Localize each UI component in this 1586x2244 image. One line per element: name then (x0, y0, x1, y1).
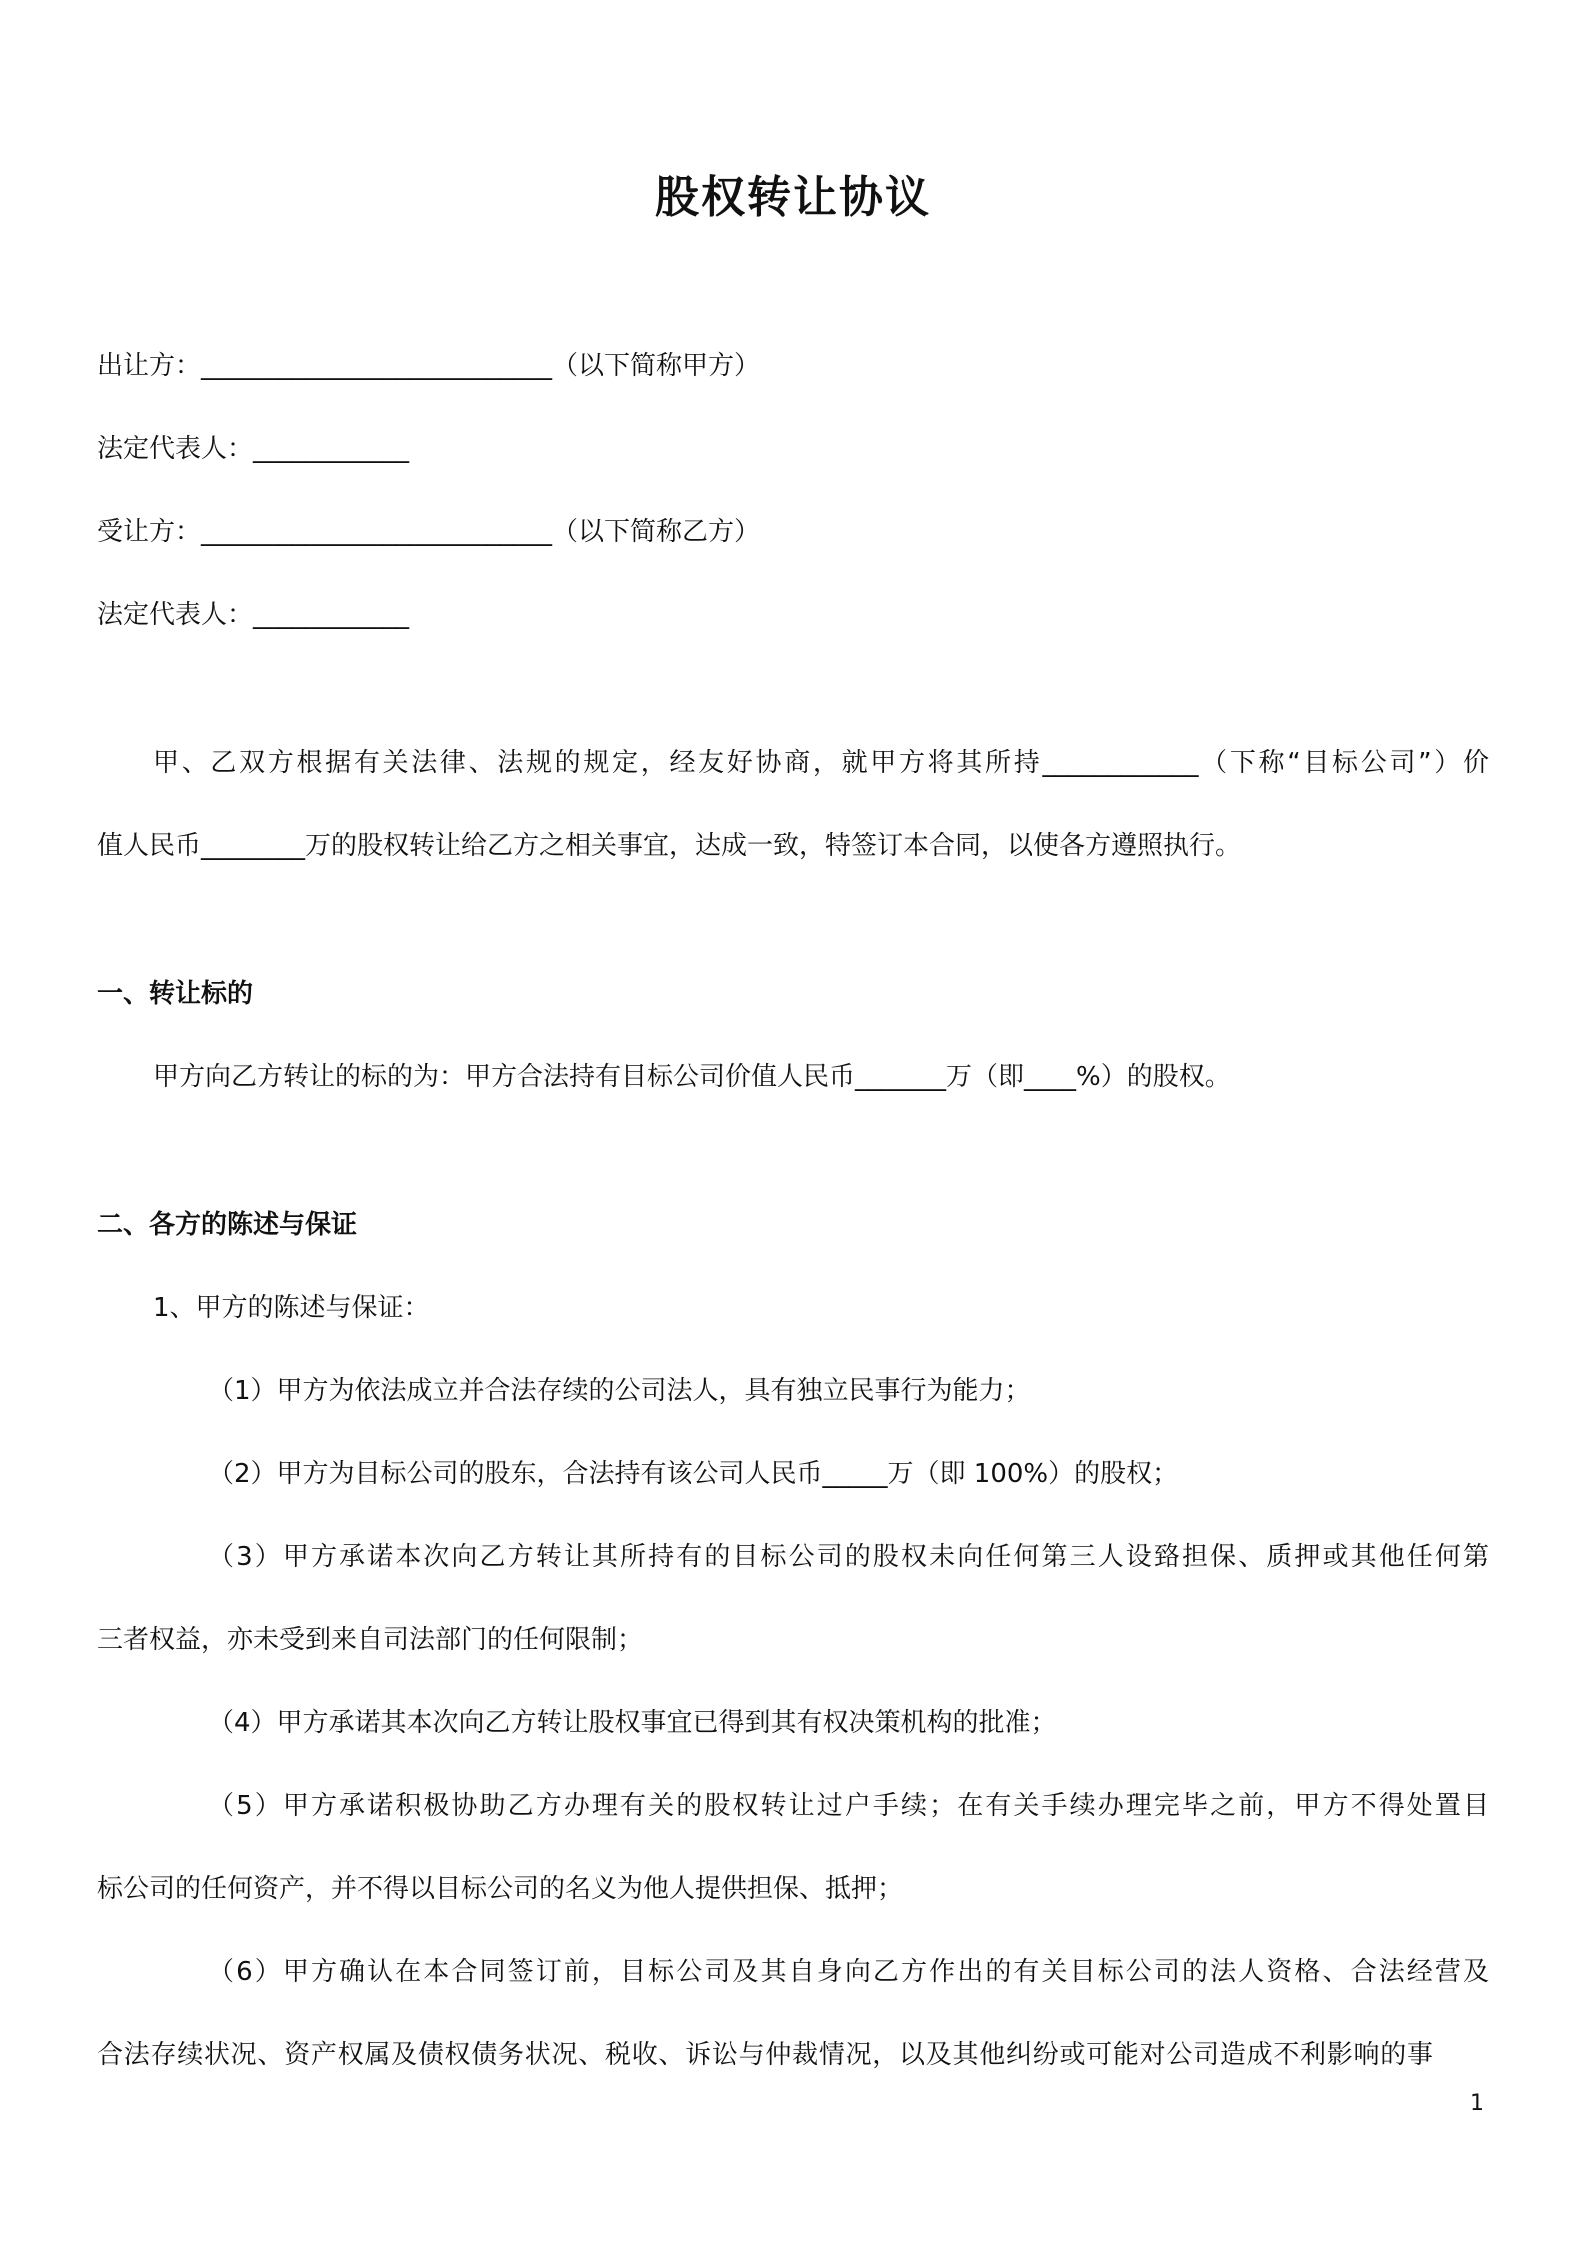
clause-5-line-2: 标公司的任何资产，并不得以目标公司的名义为他人提供担保、抵押； (97, 1874, 904, 1904)
transferor-representative-line: 法定代表人：____________ (97, 434, 410, 464)
clause-1: （1）甲方为依法成立并合法存续的公司法人，具有独立民事行为能力； (208, 1376, 1031, 1406)
section-2-subheading: 1、甲方的陈述与保证： (153, 1293, 430, 1323)
clause-6-line-1: （6）甲方确认在本合同签订前，目标公司及其自身向乙方作出的有关目标公司的法人资格、合法经营及 (208, 1957, 1489, 1987)
transferee-representative-line: 法定代表人：____________ (97, 600, 410, 630)
clause-2: （2）甲方为目标公司的股东，合法持有该公司人民币_____万（即 100%）的股权； (208, 1459, 1179, 1489)
section-1-body: 甲方向乙方转让的标的为：甲方合法持有目标公司价值人民币_______万（即____%）的股权。 (153, 1062, 1231, 1092)
clause-6-line-2: 合法存续状况、资产权属及债权债务状况、税收、诉讼与仲裁情况，以及其他纠纷或可能对公司造成不利影响的事 (97, 2040, 1433, 2070)
clause-5-line-1: （5）甲方承诺积极协助乙方办理有关的股权转让过户手续；在有关手续办理完毕之前，甲方不得处置目 (208, 1791, 1489, 1821)
transferor-line: 出让方：___________________________（以下简称甲方） (97, 351, 761, 381)
clause-4: （4）甲方承诺其本次向乙方转让股权事宜已得到其有权决策机构的批准； (208, 1708, 1057, 1738)
page-number: 1 (1470, 2091, 1484, 2116)
clause-3-line-2: 三者权益，亦未受到来自司法部门的任何限制； (97, 1625, 644, 1655)
section-1-heading: 一、转让标的 (97, 979, 254, 1009)
preamble-line-2: 值人民币________万的股权转让给乙方之相关事宜，达成一致，特签订本合同，以使各方遵照执行。 (97, 831, 1242, 861)
clause-3-line-1: （3）甲方承诺本次向乙方转让其所持有的目标公司的股权未向任何第三人设臵担保、质押或其他任何第 (208, 1542, 1489, 1572)
document-title: 股权转让协议 (655, 172, 931, 223)
preamble-line-1: 甲、乙双方根据有关法律、法规的规定，经友好协商，就甲方将其所持____________（下称“目标公司”）价 (153, 748, 1489, 778)
section-2-heading: 二、各方的陈述与保证 (97, 1210, 358, 1240)
transferee-line: 受让方：___________________________（以下简称乙方） (97, 517, 761, 547)
